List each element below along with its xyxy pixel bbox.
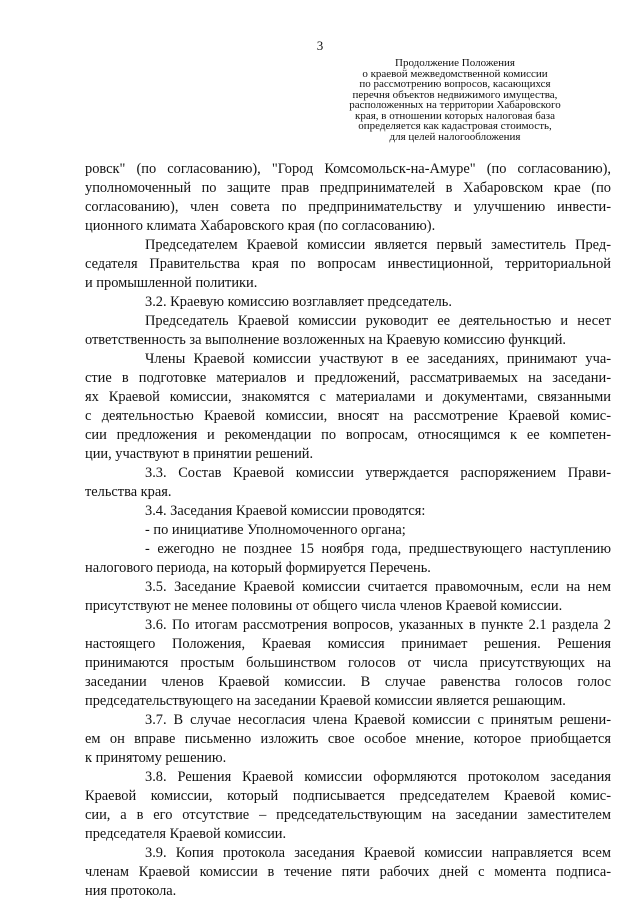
body-line: ционного климата Хабаровского края (по согласованию).	[85, 218, 436, 234]
body-line: 3.9. Копия протокола заседания Краевой комиссии направляется всем	[145, 845, 611, 861]
body-line: заседании членов Краевой комиссии. В случае равенства голосов голос	[85, 674, 611, 690]
body-line: 3.4. Заседания Краевой комиссии проводятся:	[145, 503, 426, 519]
body-line: ния протокола.	[85, 883, 177, 899]
body-line: к принятому решению.	[85, 750, 227, 766]
body-line: и промышленной политики.	[85, 275, 258, 291]
body-line: с деятельностью Краевой комиссии, вносят на рассмотрение Краевой комис-	[85, 408, 611, 424]
body-line: 3.5. Заседание Краевой комиссии считается правомочным, если на нем	[145, 579, 611, 595]
body-line: председательствующего на заседании Краевой комиссии является решающим.	[85, 693, 566, 709]
body-line: Председателем Краевой комиссии является первый заместитель Пред-	[145, 237, 611, 253]
body-line: Председатель Краевой комиссии руководит ее деятельностью и несет	[145, 313, 611, 329]
body-line: седателя Правительства края по вопросам инвестиционной, территориальной	[85, 256, 611, 272]
body-line: ответственность за выполнение возложенных на Краевую комиссию функций.	[85, 332, 566, 348]
header-line: для целей налогообложения	[389, 130, 521, 143]
header-line: определяется как кадастровая стоимость,	[358, 120, 552, 132]
body-line: 3.8. Решения Краевой комиссии оформляются протоколом заседания	[145, 769, 611, 785]
body-line: - по инициативе Уполномоченного органа;	[145, 522, 406, 538]
document-header	[300, 58, 610, 142]
document-body	[85, 160, 611, 901]
body-line: присутствуют не менее половины от общего числа членов Краевой комиссии.	[85, 598, 563, 614]
body-line: Краевой комиссии, который подписывается председателем Краевой комис-	[85, 788, 611, 804]
body-line: принимаются простым большинством голосов от числа присутствующих на	[85, 655, 611, 671]
body-line: сии, а в его отсутствие – председательствующим на заседании заместителем	[85, 807, 611, 823]
header-line: края, в отношении которых налоговая база	[354, 109, 556, 122]
header-line: о краевой межведомственной комиссии	[362, 67, 548, 80]
body-line: 3.3. Состав Краевой комиссии утверждается распоряжением Прави-	[145, 465, 611, 481]
body-line: 3.2. Краевую комиссию возглавляет председатель.	[145, 294, 452, 310]
body-line: 3.6. По итогам рассмотрения вопросов, указанных в пункте 2.1 раздела 2	[145, 617, 611, 633]
header-line: перечня объектов недвижимого имущества,	[352, 88, 558, 101]
body-line: уполномоченный по защите прав предпринимателей в Хабаровском крае (по	[85, 180, 611, 196]
body-line: председателя Краевой комиссии.	[85, 826, 287, 842]
body-line: Члены Краевой комиссии участвуют в ее заседаниях, принимают уча-	[145, 351, 611, 367]
body-line: тельства края.	[85, 484, 172, 500]
header-line: расположенных на территории Хабаровского	[349, 99, 561, 111]
body-line: ях Краевой комиссии, знакомятся с материалами и документами, связанными	[85, 389, 611, 405]
page-number: 3	[316, 38, 324, 53]
body-line: ем он вправе письменно изложить свое особое мнение, которое приобщается	[85, 731, 611, 747]
body-line: ровск" (по согласованию), "Город Комсомольск-на-Амуре" (по согласованию),	[85, 161, 611, 177]
body-line: ции, участвуют в принятии решений.	[85, 446, 314, 462]
body-line: 3.7. В случае несогласия члена Краевой комиссии с принятым решени-	[145, 712, 611, 728]
body-line: согласованию), член совета по предпринимательству и улучшению инвести-	[85, 199, 611, 215]
body-line: настоящего Положения, Краевая комиссия принимает решения. Решения	[85, 636, 611, 652]
body-line: членам Краевой комиссии в течение пяти рабочих дней с момента подписа-	[85, 864, 611, 880]
header-line: по рассмотрению вопросов, касающихся	[359, 78, 551, 90]
body-line: - ежегодно не позднее 15 ноября года, предшествующего наступлению	[145, 541, 611, 557]
body-line: стие в подготовке материалов и предложений, рассматриваемых на заседани-	[85, 370, 611, 386]
body-line: сии предложения и рекомендации по вопросам, относящимся к ее компетен-	[85, 427, 611, 443]
header-line: Продолжение Положения	[395, 57, 515, 69]
body-line: налогового периода, на который формируется Перечень.	[85, 560, 431, 576]
